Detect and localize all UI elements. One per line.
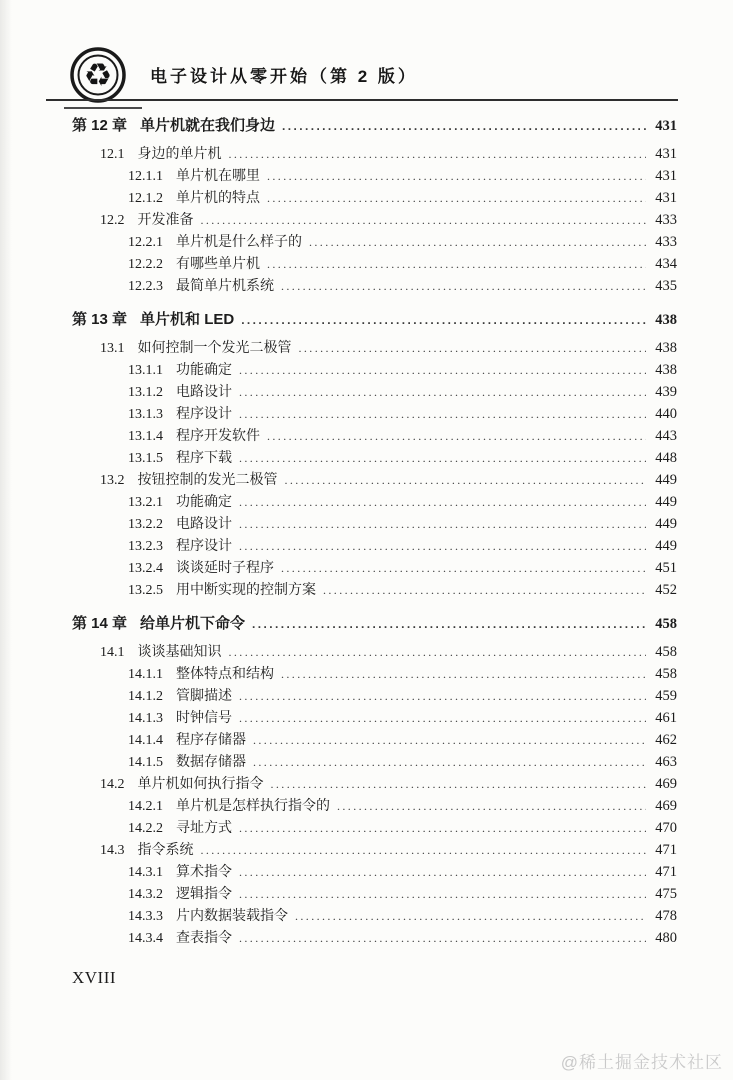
toc-entry <box>72 381 677 403</box>
dot-leader-icon <box>239 363 646 378</box>
toc-entry-page: 471 <box>655 864 677 880</box>
toc-entry-page: 439 <box>655 384 677 400</box>
toc-entry-number: 第 12 章 <box>72 117 128 134</box>
toc-entry-title: 开发准备 <box>137 213 194 228</box>
toc-entry-title: 单片机是什么样子的 <box>176 235 302 250</box>
toc-entry <box>72 403 677 425</box>
dot-leader-icon <box>281 561 646 576</box>
toc-entry <box>72 337 677 359</box>
toc-entry-number: 14.3 <box>100 843 125 858</box>
toc-entry-number: 12.1.2 <box>128 191 163 206</box>
toc-entry-page: 449 <box>655 538 677 554</box>
dot-leader-icon <box>239 407 646 422</box>
toc-entry-number: 12.2.1 <box>128 235 163 250</box>
toc-entry-number: 13.1.2 <box>128 385 163 400</box>
toc-entry-page: 449 <box>655 494 677 510</box>
toc-entry-page: 440 <box>655 406 677 422</box>
toc-entry-page: 449 <box>655 472 677 488</box>
toc-entry-title: 片内数据装载指令 <box>176 909 288 924</box>
toc-entry-number: 14.2.2 <box>128 821 163 836</box>
toc-entry-number: 13.2.4 <box>128 561 163 576</box>
toc-entry-page: 438 <box>655 362 677 378</box>
toc-entry <box>72 685 677 707</box>
toc-entry <box>72 513 677 535</box>
toc-entry-page: 458 <box>655 644 677 660</box>
toc-entry-title: 数据存储器 <box>176 755 246 770</box>
toc-entry-number: 13.2.3 <box>128 539 163 554</box>
toc-entry-title: 按钮控制的发光二极管 <box>137 473 278 488</box>
dot-leader-icon <box>285 473 647 488</box>
dot-leader-icon <box>295 909 646 924</box>
toc-entry-number: 13.2.5 <box>128 583 163 598</box>
toc-entry <box>72 557 677 579</box>
toc-entry-number: 12.2.2 <box>128 257 163 272</box>
toc-entry <box>72 165 677 187</box>
toc-entry-title: 最简单片机系统 <box>176 279 274 294</box>
toc-entry <box>72 707 677 729</box>
toc-entry-title: 管脚描述 <box>176 689 232 704</box>
header-rule-shadow <box>64 107 142 109</box>
toc-entry-page: 469 <box>655 776 677 792</box>
toc-entry-title: 单片机如何执行指令 <box>137 777 264 792</box>
svg-text:♻: ♻ <box>83 56 113 94</box>
toc-entry-page: 478 <box>655 908 677 924</box>
toc-entry-page: 452 <box>655 582 677 598</box>
toc-entry <box>72 905 677 927</box>
toc-entry-page: 431 <box>655 146 677 162</box>
dot-leader-icon <box>281 279 646 294</box>
toc-entry <box>72 751 677 773</box>
toc-entry-page: 459 <box>655 688 677 704</box>
toc-entry-page: 458 <box>655 616 677 632</box>
toc-entry <box>72 663 677 685</box>
toc-entry-page: 438 <box>655 340 677 356</box>
toc-entry-number: 14.3.1 <box>128 865 163 880</box>
dot-leader-icon <box>239 887 646 902</box>
toc-entry <box>72 641 677 663</box>
toc-entry <box>72 143 677 165</box>
toc-entry-title: 算术指令 <box>176 865 232 880</box>
toc-entry <box>72 308 677 333</box>
dot-leader-icon <box>271 777 647 792</box>
toc-entry <box>72 729 677 751</box>
toc-entry-title: 用中断实现的控制方案 <box>176 583 316 598</box>
toc-entry-number: 14.3.2 <box>128 887 163 902</box>
toc-entry-title: 程序设计 <box>176 407 232 422</box>
toc-list <box>72 112 677 949</box>
toc-entry-title: 寻址方式 <box>176 821 232 836</box>
toc-entry-number: 13.2 <box>100 473 125 488</box>
toc-entry <box>72 209 677 231</box>
toc-entry-number: 13.1.4 <box>128 429 163 444</box>
dot-leader-icon <box>239 495 646 510</box>
toc-entry-page: 470 <box>655 820 677 836</box>
dot-leader-icon <box>239 821 646 836</box>
toc-entry <box>72 275 677 297</box>
toc-entry <box>72 883 677 905</box>
toc-entry-page: 480 <box>655 930 677 946</box>
toc-entry-title: 指令系统 <box>137 843 194 858</box>
toc-entry-title: 单片机和 LED <box>140 311 235 328</box>
toc-entry <box>72 612 677 637</box>
toc-entry-title: 功能确定 <box>176 495 232 510</box>
toc-entry <box>72 491 677 513</box>
toc-entry-page: 434 <box>655 256 677 272</box>
book-title: 电子设计从零开始（第 2 版） <box>150 67 418 86</box>
toc-entry-title: 谈谈基础知识 <box>137 645 222 660</box>
toc-entry-page: 431 <box>655 118 677 134</box>
toc-entry-page: 469 <box>655 798 677 814</box>
toc-entry-page: 449 <box>655 516 677 532</box>
toc-entry-title: 有哪些单片机 <box>176 257 260 272</box>
toc-entry-number: 12.2.3 <box>128 279 163 294</box>
toc-entry <box>72 187 677 209</box>
toc-entry-page: 433 <box>655 212 677 228</box>
dot-leader-icon <box>323 583 646 598</box>
toc-entry-number: 第 14 章 <box>72 615 128 632</box>
roman-page-number: XVIII <box>72 968 117 987</box>
toc-entry <box>72 425 677 447</box>
toc-entry-number: 13.2.1 <box>128 495 163 510</box>
toc-entry-number: 12.2 <box>100 213 125 228</box>
toc-entry-title: 程序存储器 <box>176 733 246 748</box>
toc-entry-number: 14.1 <box>100 645 125 660</box>
toc-entry-number: 14.1.1 <box>128 667 163 682</box>
toc-entry-title: 身边的单片机 <box>137 147 222 162</box>
toc-entry-title: 谈谈延时子程序 <box>176 561 274 576</box>
toc-entry-page: 438 <box>655 312 677 328</box>
dot-leader-icon <box>267 191 646 206</box>
dot-leader-icon <box>239 865 646 880</box>
toc-entry-page: 461 <box>655 710 677 726</box>
toc-entry-page: 475 <box>655 886 677 902</box>
dot-leader-icon <box>239 689 646 704</box>
toc-entry-title: 功能确定 <box>176 363 232 378</box>
toc-entry-number: 14.3.4 <box>128 931 163 946</box>
toc-entry-title: 查表指令 <box>176 931 232 946</box>
dot-leader-icon <box>337 799 646 814</box>
toc-entry <box>72 817 677 839</box>
dot-leader-icon <box>239 451 646 466</box>
dot-leader-icon <box>239 539 646 554</box>
page-header <box>0 0 733 116</box>
toc-entry-title: 整体特点和结构 <box>176 667 274 682</box>
dot-leader-icon <box>253 755 646 770</box>
toc-entry <box>72 839 677 861</box>
toc-entry <box>72 447 677 469</box>
dot-leader-icon <box>239 517 646 532</box>
toc-entry-page: 448 <box>655 450 677 466</box>
toc-entry <box>72 795 677 817</box>
dot-leader-icon <box>239 931 646 946</box>
dot-leader-icon <box>281 667 646 682</box>
toc-entry-number: 13.1.5 <box>128 451 163 466</box>
dot-leader-icon <box>267 257 646 272</box>
toc-entry-number: 14.2.1 <box>128 799 163 814</box>
toc-entry <box>72 861 677 883</box>
toc-entry-title: 给单片机下命令 <box>140 615 246 632</box>
toc-entry-page: 471 <box>655 842 677 858</box>
toc-entry <box>72 469 677 491</box>
dot-leader-icon <box>229 645 647 660</box>
toc-entry-page: 433 <box>655 234 677 250</box>
toc-entry <box>72 359 677 381</box>
toc-entry-title: 电路设计 <box>176 385 232 400</box>
toc-entry-number: 12.1 <box>100 147 125 162</box>
dot-leader-icon <box>241 313 646 327</box>
toc-entry-number: 14.1.3 <box>128 711 163 726</box>
toc-entry-page: 443 <box>655 428 677 444</box>
toc-entry-title: 单片机的特点 <box>176 191 260 206</box>
toc-entry-title: 程序下载 <box>176 451 232 466</box>
toc-entry-title: 单片机在哪里 <box>176 169 260 184</box>
dot-leader-icon <box>239 711 646 726</box>
toc-entry-number: 第 13 章 <box>72 311 128 328</box>
toc-entry-title: 时钟信号 <box>176 711 232 726</box>
toc-entry-number: 12.1.1 <box>128 169 163 184</box>
toc-entry-page: 463 <box>655 754 677 770</box>
dot-leader-icon <box>299 341 647 356</box>
toc-entry-title: 逻辑指令 <box>176 887 232 902</box>
toc-entry-number: 13.1.1 <box>128 363 163 378</box>
toc-entry-number: 14.2 <box>100 777 125 792</box>
watermark: @稀土掘金技术社区 <box>560 1053 723 1072</box>
toc-entry-page: 458 <box>655 666 677 682</box>
dot-leader-icon <box>201 213 647 228</box>
dot-leader-icon <box>282 119 646 133</box>
toc-entry <box>72 231 677 253</box>
toc-entry-title: 单片机是怎样执行指令的 <box>176 799 330 814</box>
toc-entry-title: 如何控制一个发光二极管 <box>137 341 292 356</box>
toc-entry <box>72 579 677 601</box>
toc-entry-title: 单片机就在我们身边 <box>140 117 276 134</box>
dot-leader-icon <box>252 617 646 631</box>
toc-entry-page: 431 <box>655 168 677 184</box>
dot-leader-icon <box>201 843 647 858</box>
toc-entry-number: 14.1.5 <box>128 755 163 770</box>
dot-leader-icon <box>267 429 646 444</box>
toc-entry-number: 13.1.3 <box>128 407 163 422</box>
toc-entry-title: 程序开发软件 <box>176 429 260 444</box>
toc-entry <box>72 535 677 557</box>
dot-leader-icon <box>253 733 646 748</box>
toc-entry-title: 程序设计 <box>176 539 232 554</box>
dot-leader-icon <box>229 147 647 162</box>
toc-entry-page: 451 <box>655 560 677 576</box>
toc-entry-page: 462 <box>655 732 677 748</box>
dot-leader-icon <box>309 235 646 250</box>
toc-entry-number: 13.2.2 <box>128 517 163 532</box>
toc-entry <box>72 927 677 949</box>
toc-entry <box>72 253 677 275</box>
toc-entry-title: 电路设计 <box>176 517 232 532</box>
toc-entry <box>72 773 677 795</box>
toc-entry-number: 13.1 <box>100 341 125 356</box>
header-rule <box>46 99 678 101</box>
dot-leader-icon <box>267 169 646 184</box>
dot-leader-icon <box>239 385 646 400</box>
toc-entry-number: 14.1.4 <box>128 733 163 748</box>
toc-entry <box>72 114 677 139</box>
toc-entry-number: 14.3.3 <box>128 909 163 924</box>
toc-entry-page: 435 <box>655 278 677 294</box>
toc-entry-page: 431 <box>655 190 677 206</box>
toc-entry-number: 14.1.2 <box>128 689 163 704</box>
